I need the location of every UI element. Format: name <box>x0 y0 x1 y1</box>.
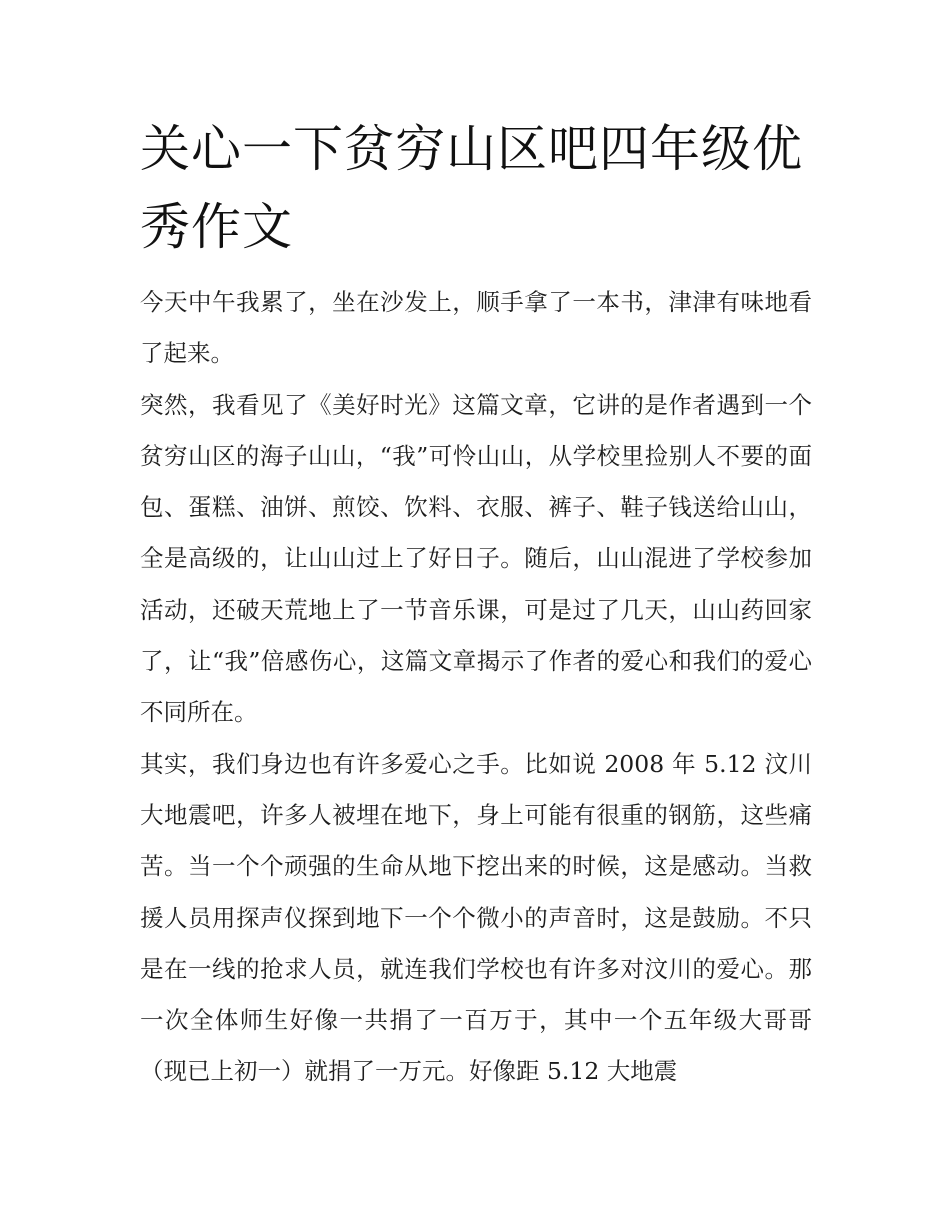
paragraph-3: 其实，我们身边也有许多爱心之手。比如说 2008 年 5.12 汶川大地震吧，许多人被埋在地下，身上可能有很重的钢筋，这些痛苦。当一个个顽强的生命从地下挖出来的时候，这是感动。当救援人员用探声仪探到地下一个个微小的声音时，这是鼓励。不只是在一线的抢求人员，就连我们学校也有许多对汶川的爱心。那一次全体师生好像一共捐了一百万于，其中一个五年级大哥哥（现已上初一）就捐了一万元。好像距 5.12 大地震 <box>140 749 812 1086</box>
document-title: 关心一下贫穷山区吧四年级优秀作文 <box>140 120 803 256</box>
document-body <box>140 277 812 1098</box>
paragraph-1: 今天中午我累了，坐在沙发上，顺手拿了一本书，津津有味地看了起来。 <box>140 288 812 368</box>
paragraph-2: 突然，我看见了《美好时光》这篇文章，它讲的是作者遇到一个贫穷山区的海子山山，“我”可怜山山，从学校里捡别人不要的面包、蛋糕、油饼、煎饺、饮料、衣服、裤子、鞋子钱送给山山，全是高级的，让山山过上了好日子。随后，山山混进了学校参加活动，还破天荒地上了一节音乐课，可是过了几天，山山药回家了，让“我”倍感伤心，这篇文章揭示了作者的爱心和我们的爱心不同所在。 <box>140 390 812 727</box>
